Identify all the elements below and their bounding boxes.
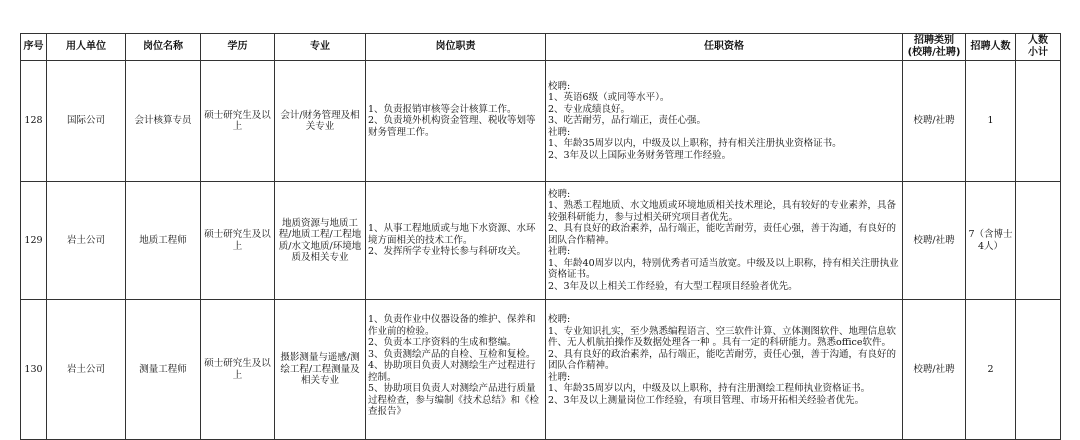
cell-education: 硕士研究生及以上 [201, 182, 275, 300]
header-subtotal: 人数 小计 [1016, 34, 1061, 61]
cell-qualifications: 校聘: 1、熟悉工程地质、水文地质或环境地质相关技术理论，具有较好的专业素养，具备较强科研能力，参与过相关研究项目者优先。 2、具有良好的政治素养，品行端正，能吃苦耐劳，责任心强，善于沟通，有良好的团队合作精神。 社聘: 1、年龄40周岁以内，特别优秀者可适当放宽。中级及以上职称，持有相关注册执业资格证书。 2、3年及以上相关工作经验，有大型工程项目经验者优先。 [546, 182, 903, 300]
cell-category: 校聘/社聘 [903, 300, 966, 440]
cell-duties: 1、从事工程地质或与地下水资源、水环境方面相关的技术工作。 2、发挥所学专业特长参与科研攻关。 [366, 182, 546, 300]
cell-major: 地质资源与地质工程/地质工程/工程地质/水文地质/环境地质及相关专业 [275, 182, 366, 300]
cell-no: 130 [21, 300, 47, 440]
cell-unit: 国际公司 [47, 61, 126, 182]
cell-no: 128 [21, 61, 47, 182]
cell-count: 2 [966, 300, 1016, 440]
header-education: 学历 [201, 34, 275, 61]
header-major: 专业 [275, 34, 366, 61]
recruitment-table-sheet [20, 33, 1060, 440]
cell-unit: 岩土公司 [47, 300, 126, 440]
table-header-row [21, 34, 1061, 61]
cell-qualifications: 校聘: 1、专业知识扎实，至少熟悉编程语言、空三软件计算、立体测图软件、地理信息软件、无人机航拍操作及数据处理各一种 。具有一定的科研能力。熟悉office软件。 2、具有良好的政治素养，品行端正，能吃苦耐劳，责任心强，善于沟通，有良好的团队合作精神。 社聘: 1、年龄35周岁以内，中级及以上职称，持有注册测绘工程师执业资格证书。 2、3年及以上测量岗位工作经验，有项目管理、市场开拓相关经验者优先。 [546, 300, 903, 440]
header-position: 岗位名称 [126, 34, 201, 61]
header-no: 序号 [21, 34, 47, 61]
cell-category: 校聘/社聘 [903, 61, 966, 182]
cell-count: 7（含博士4人） [966, 182, 1016, 300]
cell-unit: 岩土公司 [47, 182, 126, 300]
cell-position: 地质工程师 [126, 182, 201, 300]
table-row [21, 182, 1061, 300]
cell-major: 会计/财务管理及相关专业 [275, 61, 366, 182]
cell-subtotal [1016, 182, 1061, 300]
header-qualifications: 任职资格 [546, 34, 903, 61]
cell-position: 会计核算专员 [126, 61, 201, 182]
header-unit: 用人单位 [47, 34, 126, 61]
header-count: 招聘人数 [966, 34, 1016, 61]
table-row [21, 300, 1061, 440]
recruitment-table [20, 33, 1061, 440]
table-row [21, 61, 1061, 182]
cell-duties: 1、负责作业中仪器设备的维护、保养和作业前的检验。 2、负责本工序资料的生成和整编。 3、负责测绘产品的自检、互检和复检。 4、协助项目负责人对测绘生产过程进行控制。 5、协助项目负责人对测绘产品进行质量过程检查，参与编制《技术总结》和《检查报告》 [366, 300, 546, 440]
cell-subtotal [1016, 300, 1061, 440]
cell-subtotal [1016, 61, 1061, 182]
cell-major: 摄影测量与遥感/测绘工程/工程测量及相关专业 [275, 300, 366, 440]
header-duties: 岗位职责 [366, 34, 546, 61]
cell-duties: 1、负责报销审核等会计核算工作。 2、负责境外机构资金管理、税收等划等财务管理工作。 [366, 61, 546, 182]
cell-no: 129 [21, 182, 47, 300]
cell-position: 测量工程师 [126, 300, 201, 440]
cell-education: 硕士研究生及以上 [201, 61, 275, 182]
cell-category: 校聘/社聘 [903, 182, 966, 300]
cell-count: 1 [966, 61, 1016, 182]
cell-qualifications: 校聘: 1、英语6级（或同等水平）。 2、专业成绩良好。 3、吃苦耐劳，品行端正，责任心强。 社聘: 1、年龄35周岁以内，中级及以上职称，持有相关注册执业资格证书。 2、3年及以上国际业务财务管理工作经验。 [546, 61, 903, 182]
cell-education: 硕士研究生及以上 [201, 300, 275, 440]
header-category: 招聘类别 (校聘/社聘) [903, 34, 966, 61]
